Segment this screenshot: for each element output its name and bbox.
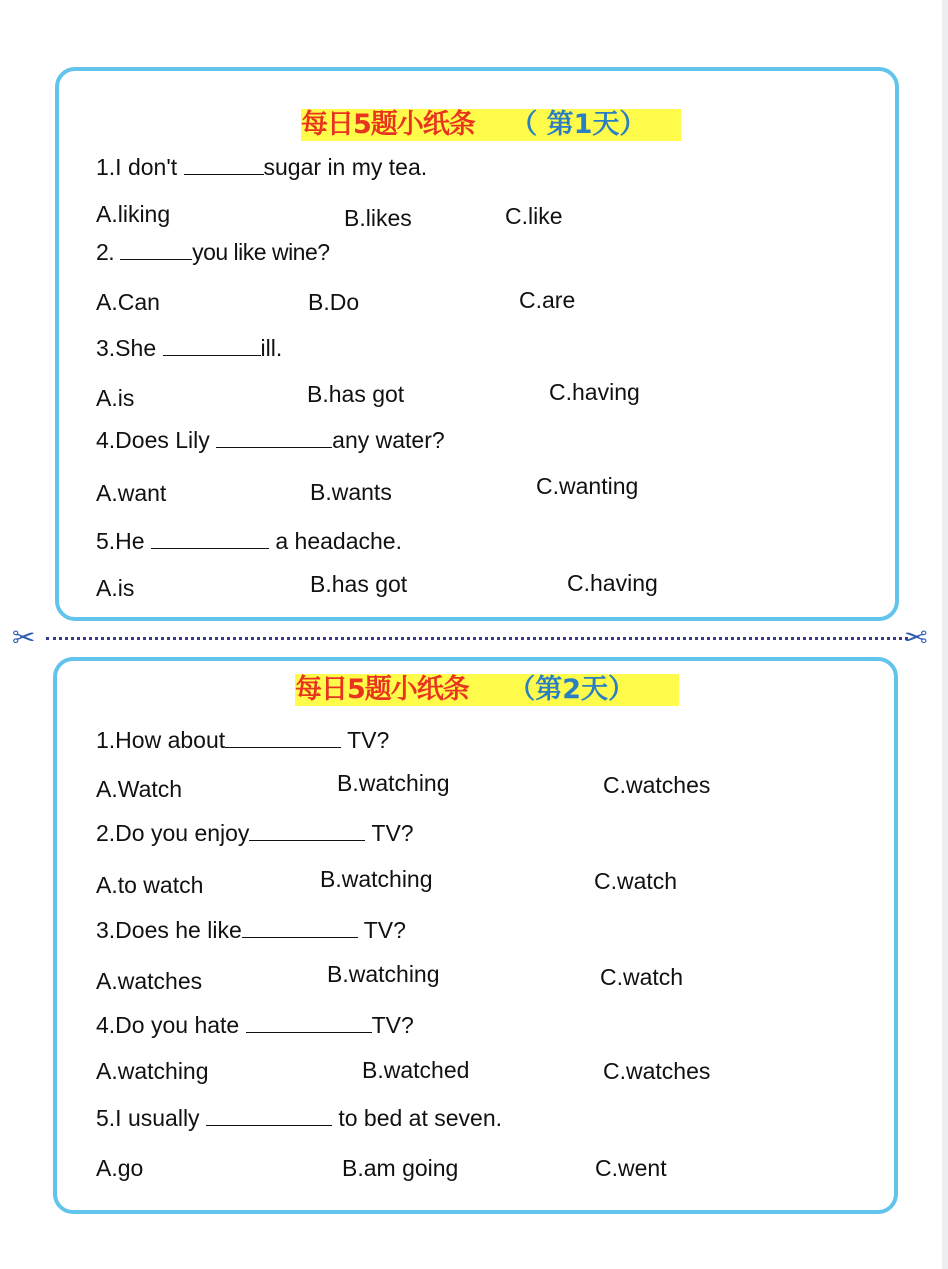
day-2-title-day: （第2天） xyxy=(508,674,635,705)
day-2-title xyxy=(295,674,679,706)
option-c: C.watches xyxy=(603,772,711,798)
option-c: C.watch xyxy=(594,868,678,894)
question-1: 1.How about TV? xyxy=(96,727,390,753)
option-c: C.watches xyxy=(603,1058,711,1084)
answer-blank xyxy=(163,335,261,356)
option-a: A.want xyxy=(96,480,167,506)
option-b: B.likes xyxy=(344,205,412,231)
question-4: 4.Do you hate TV? xyxy=(96,1012,414,1038)
question-5: 5.He a headache. xyxy=(96,528,402,554)
answer-blank xyxy=(120,239,192,260)
option-b: B.watching xyxy=(320,866,433,892)
answer-blank xyxy=(151,528,269,549)
day-2-title-main: 每日5题小纸条 xyxy=(295,674,469,705)
option-c: C.went xyxy=(595,1155,667,1181)
day-1-title xyxy=(301,109,681,141)
option-a: A.is xyxy=(96,385,135,411)
question-2: 2. you like wine? xyxy=(96,239,330,265)
cut-line xyxy=(46,637,908,640)
option-a: A.to watch xyxy=(96,872,204,898)
option-b: B.has got xyxy=(310,571,408,597)
option-a: A.is xyxy=(96,575,135,601)
option-c: C.having xyxy=(549,379,640,405)
option-a: A.watches xyxy=(96,968,203,994)
option-a: A.Watch xyxy=(96,776,183,802)
day-1-title-day: （ 第1天） xyxy=(510,109,647,140)
answer-blank xyxy=(184,154,264,175)
option-a: A.Can xyxy=(96,289,160,315)
option-a: A.watching xyxy=(96,1058,209,1084)
option-c: C.having xyxy=(567,570,658,596)
option-b: B.has got xyxy=(307,381,405,407)
question-3: 3.Does he like TV? xyxy=(96,917,406,943)
option-b: B.watching xyxy=(337,770,450,796)
scissors-icon: ✂ xyxy=(12,622,36,653)
day-2-card xyxy=(53,657,898,1214)
question-5: 5.I usually to bed at seven. xyxy=(96,1105,503,1131)
answer-blank xyxy=(225,727,341,748)
day-1-title-main: 每日5题小纸条 xyxy=(301,109,475,140)
answer-blank xyxy=(206,1105,332,1126)
scissors-icon: ✂ xyxy=(904,622,928,653)
option-a: A.liking xyxy=(96,201,171,227)
option-c: C.watch xyxy=(600,964,684,990)
option-c: C.are xyxy=(519,287,576,313)
question-1: 1.I don't sugar in my tea. xyxy=(96,154,428,180)
day-1-card xyxy=(55,67,899,621)
option-b: B.watched xyxy=(362,1057,470,1083)
answer-blank xyxy=(216,427,332,448)
answer-blank xyxy=(246,1012,372,1033)
answer-blank xyxy=(249,820,365,841)
option-b: B.am going xyxy=(342,1155,459,1181)
option-c: C.wanting xyxy=(536,473,639,499)
option-b: B.watching xyxy=(327,961,440,987)
question-3: 3.She ill. xyxy=(96,335,283,361)
question-4: 4.Does Lily any water? xyxy=(96,427,445,453)
option-a: A.go xyxy=(96,1155,144,1181)
question-2: 2.Do you enjoy TV? xyxy=(96,820,414,846)
option-b: B.wants xyxy=(310,479,392,505)
answer-blank xyxy=(242,917,358,938)
option-c: C.like xyxy=(505,203,563,229)
option-b: B.Do xyxy=(308,289,360,315)
right-page-edge xyxy=(942,0,948,1269)
